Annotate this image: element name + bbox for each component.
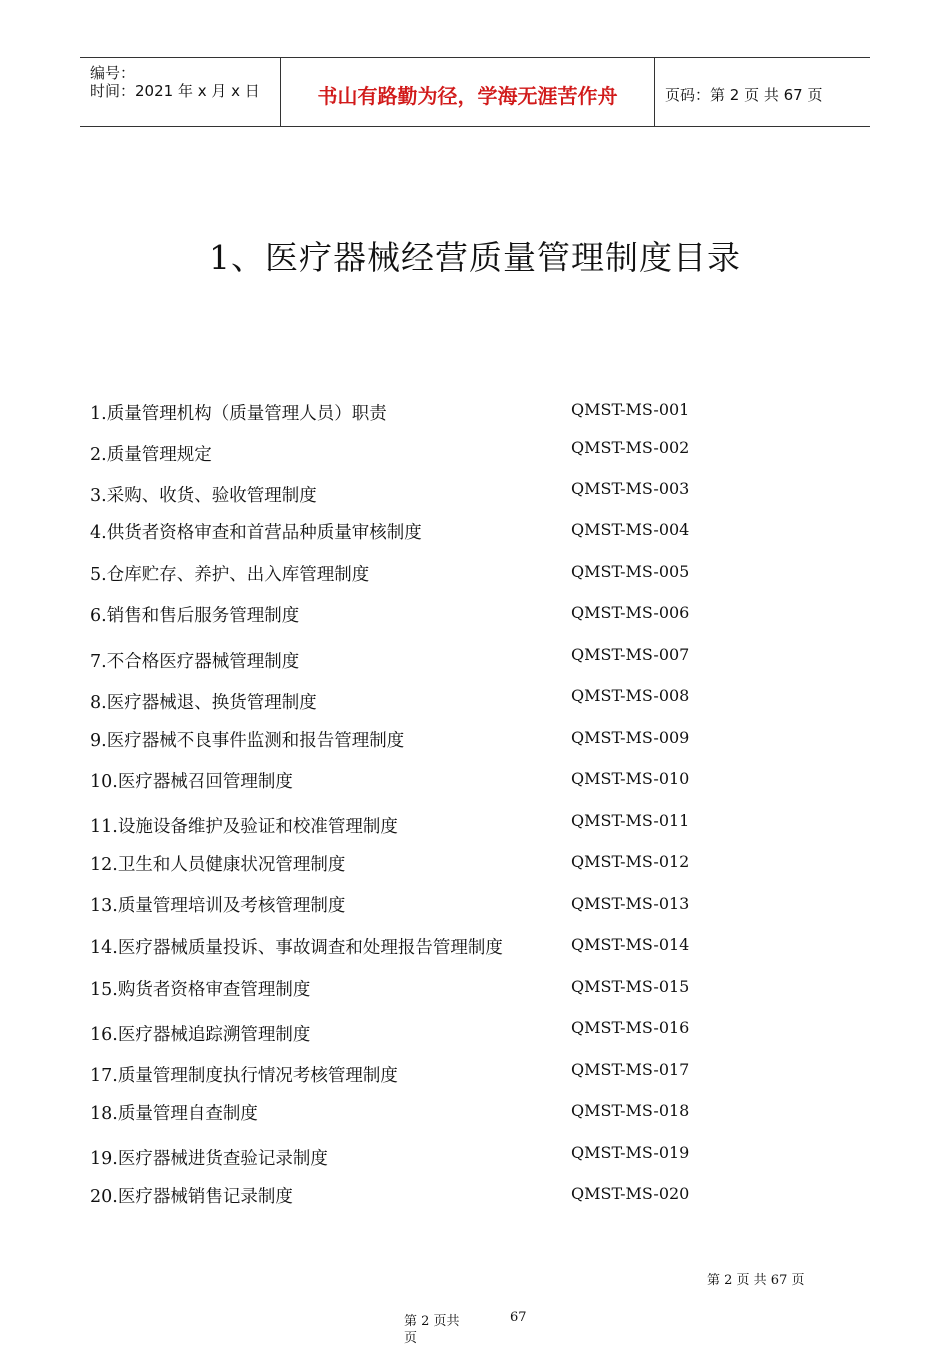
toc-item-label: 5.仓库贮存、养护、出入库管理制度 — [90, 565, 370, 585]
motto-text: 书山有路勤为径，学海无涯苦作舟 — [317, 84, 618, 108]
toc-item-label: 2.质量管理规定 — [90, 445, 212, 465]
toc-item-label: 11.设施设备维护及验证和校准管理制度 — [90, 817, 398, 837]
page-title: 1、医疗器械经营质量管理制度目录 — [209, 238, 741, 277]
toc-item-code: QMST-MS-004 — [571, 520, 690, 539]
toc-item-code: QMST-MS-008 — [571, 686, 690, 705]
toc-item-label: 15.购货者资格审查管理制度 — [90, 980, 311, 1000]
toc-item-label: 9.医疗器械不良事件监测和报告管理制度 — [90, 731, 405, 751]
bottom-page-text: 第 2 页共 — [404, 1314, 460, 1329]
toc-item-label: 6.销售和售后服务管理制度 — [90, 606, 300, 626]
toc-item-code: QMST-MS-019 — [571, 1143, 690, 1162]
page-counter: 页码：第 2 页 共 67 页 — [665, 86, 823, 104]
page-footer: 第 2 页 共 67 页 — [707, 1273, 805, 1288]
toc-item-code: QMST-MS-002 — [571, 438, 690, 457]
number-label: 编号： — [90, 64, 136, 82]
header-pager-cell — [655, 58, 870, 126]
toc-item-code: QMST-MS-007 — [571, 645, 690, 664]
header-motto-cell — [281, 58, 655, 126]
toc-item-code: QMST-MS-009 — [571, 728, 690, 747]
toc-item-code: QMST-MS-003 — [571, 479, 690, 498]
toc-item-label: 17.质量管理制度执行情况考核管理制度 — [90, 1066, 398, 1086]
toc-item-code: QMST-MS-017 — [571, 1060, 690, 1079]
bottom-page-suffix: 页 — [404, 1331, 418, 1346]
bottom-page-total: 67 — [510, 1310, 527, 1325]
toc-item-code: QMST-MS-005 — [571, 562, 690, 581]
toc-item-label: 8.医疗器械退、换货管理制度 — [90, 693, 317, 713]
toc-item-label: 1.质量管理机构（质量管理人员）职责 — [90, 404, 387, 424]
toc-item-label: 20.医疗器械销售记录制度 — [90, 1187, 293, 1207]
toc-item-code: QMST-MS-020 — [571, 1184, 690, 1203]
toc-item-label: 13.质量管理培训及考核管理制度 — [90, 896, 346, 916]
toc-item-label: 3.采购、收货、验收管理制度 — [90, 486, 317, 506]
toc-item-label: 14.医疗器械质量投诉、事故调查和处理报告管理制度 — [90, 938, 503, 958]
toc-item-code: QMST-MS-001 — [571, 400, 690, 419]
toc-item-label: 16.医疗器械追踪溯管理制度 — [90, 1025, 311, 1045]
toc-item-label: 12.卫生和人员健康状况管理制度 — [90, 855, 346, 875]
toc-item-code: QMST-MS-016 — [571, 1018, 690, 1037]
toc-item-code: QMST-MS-006 — [571, 603, 690, 622]
toc-item-label: 4.供货者资格审查和首营品种质量审核制度 — [90, 523, 422, 543]
toc-item-code: QMST-MS-011 — [571, 811, 690, 830]
toc-item-code: QMST-MS-015 — [571, 977, 690, 996]
toc-item-label: 7.不合格医疗器械管理制度 — [90, 652, 300, 672]
header-meta-cell — [80, 58, 281, 126]
toc-item-label: 19.医疗器械进货查验记录制度 — [90, 1149, 328, 1169]
document-header — [80, 57, 870, 127]
date-label: 时间：2021 年 x 月 x 日 — [90, 82, 260, 100]
toc-item-code: QMST-MS-013 — [571, 894, 690, 913]
toc-item-code: QMST-MS-012 — [571, 852, 690, 871]
toc-item-code: QMST-MS-018 — [571, 1101, 690, 1120]
toc-item-code: QMST-MS-010 — [571, 769, 690, 788]
toc-item-code: QMST-MS-014 — [571, 935, 690, 954]
toc-item-label: 18.质量管理自查制度 — [90, 1104, 258, 1124]
toc-item-label: 10.医疗器械召回管理制度 — [90, 772, 293, 792]
